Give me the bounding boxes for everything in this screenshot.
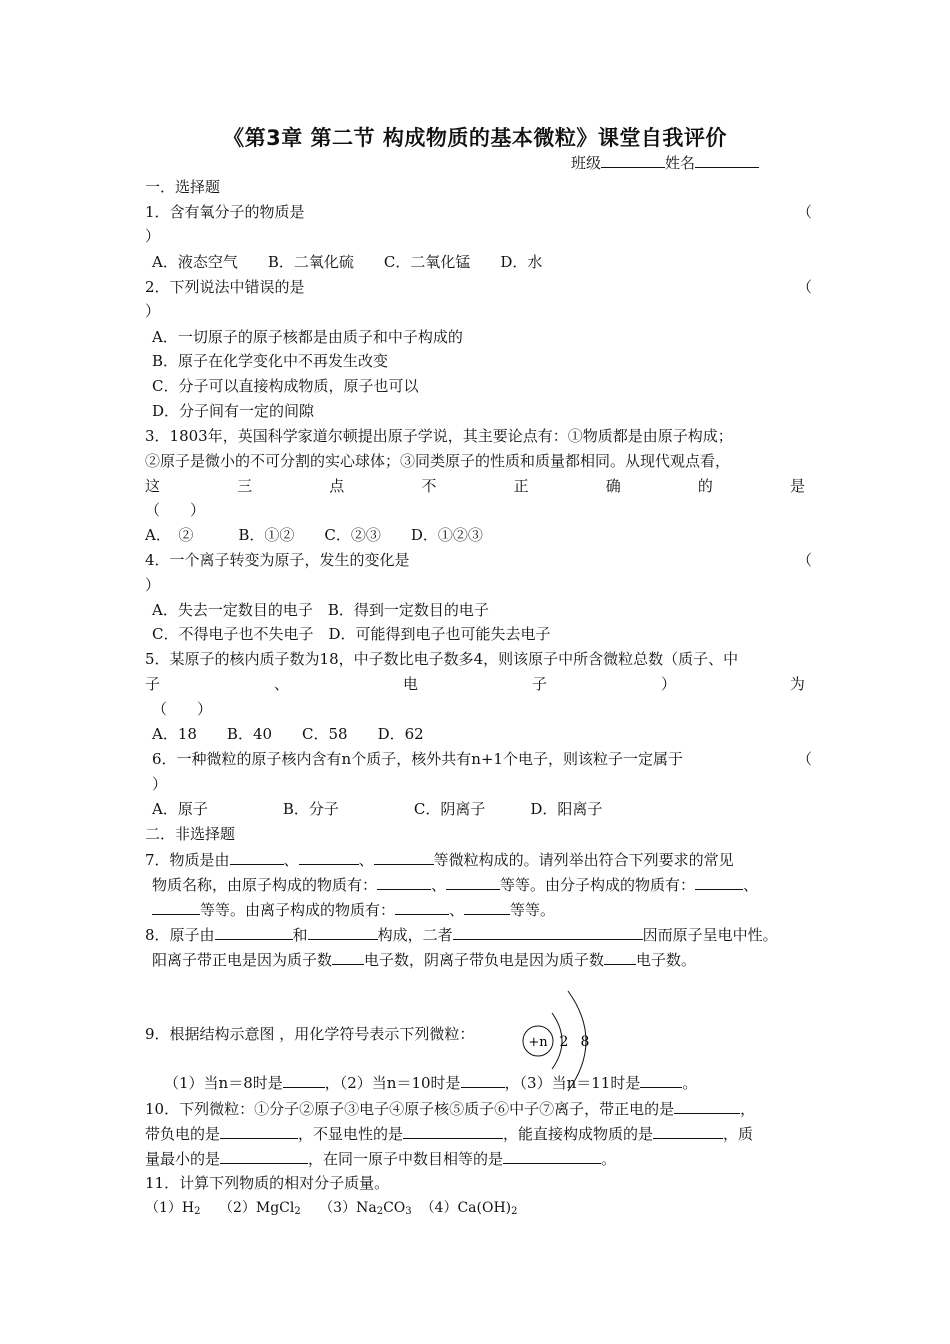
class-blank[interactable] xyxy=(601,152,665,168)
name-label: 姓名 xyxy=(665,154,696,172)
question-3-line-3 xyxy=(145,476,805,496)
answer-blank[interactable] xyxy=(604,949,636,965)
question-5-line-1: 5．某原子的核内质子数为18，中子数比电子数多4，则该原子中所含微粒总数（质子、中 xyxy=(145,650,739,668)
class-label: 班级 xyxy=(571,154,602,172)
question-9-text: 。 xyxy=(682,1074,698,1092)
question-8-line-2 xyxy=(152,949,822,970)
question-10-text: ，能直接构成物质的是 xyxy=(503,1125,654,1143)
answer-blank[interactable] xyxy=(453,924,643,940)
formula-text: （4）Ca(OH) xyxy=(420,1200,512,1216)
question-7-text: 等等。由离子构成的物质有： xyxy=(200,901,396,919)
question-8-text: 阳离子带正电是因为质子数 xyxy=(152,951,333,969)
question-9-text: ，（3）当n＝11时是 xyxy=(504,1074,641,1092)
question-2-option-c: C．分子可以直接构成物质，原子也可以 xyxy=(152,377,419,395)
answer-blank[interactable] xyxy=(283,1072,325,1088)
answer-blank[interactable] xyxy=(230,849,284,865)
answer-blank[interactable] xyxy=(640,1072,682,1088)
question-9-answers xyxy=(164,1072,834,1093)
question-11-items xyxy=(145,1198,815,1222)
question-7-text: 物质名称，由原子构成的物质有： xyxy=(152,876,378,894)
question-10-text: 量最小的是 xyxy=(145,1150,221,1168)
question-2-option-b: B．原子在化学变化中不再发生改变 xyxy=(152,352,389,370)
answer-blank[interactable] xyxy=(461,1072,505,1088)
question-3-char: 这 xyxy=(145,477,161,495)
question-1-stem: 1．含有氧分子的物质是 xyxy=(145,203,305,221)
question-2-paren-close: ） xyxy=(145,302,161,320)
question-4-stem: 4．一个离子转变为原子，发生的变化是 xyxy=(145,551,410,569)
question-5-char: 子 xyxy=(531,675,547,693)
answer-blank[interactable] xyxy=(503,1148,601,1164)
question-10-line-3 xyxy=(145,1148,815,1169)
question-2-option-d: D．分子间有一定的间隙 xyxy=(152,402,315,420)
answer-blank[interactable] xyxy=(446,874,500,890)
question-7-text: 、 xyxy=(449,901,465,919)
question-3-char: 是 xyxy=(789,477,805,495)
formula-subscript: 2 xyxy=(294,1206,301,1217)
formula-text: （1）H xyxy=(145,1200,195,1216)
question-11-stem: 11．计算下列物质的相对分子质量。 xyxy=(145,1174,390,1192)
formula-subscript: 2 xyxy=(194,1206,201,1217)
question-8-text: 和 xyxy=(292,926,308,944)
question-3-char: 确 xyxy=(605,477,621,495)
question-6-paren-open: （ xyxy=(797,750,813,768)
formula-h2 xyxy=(145,1200,201,1216)
page-title: 《第3章 第二节 构成物质的基本微粒》课堂自我评价 xyxy=(223,126,727,150)
question-7-text: 等等。 xyxy=(510,901,556,919)
question-7-line-2 xyxy=(152,874,832,895)
question-5-options: A．18 B．40 C．58 D．62 xyxy=(152,725,424,743)
question-6-paren-close: ） xyxy=(152,775,168,793)
question-7-line-1 xyxy=(145,849,825,870)
question-9-text: ，（2）当n＝10时是 xyxy=(324,1074,461,1092)
question-10-text: ，质 xyxy=(723,1125,754,1143)
formula-text: （3）Na xyxy=(319,1200,377,1216)
question-5-char: 、 xyxy=(273,675,289,693)
formula-na2co3 xyxy=(319,1200,411,1216)
question-7-text: 、 xyxy=(283,851,299,869)
answer-blank[interactable] xyxy=(308,924,378,940)
question-9-stem: 9．根据结构示意图 ，用化学符号表示下列微粒： xyxy=(145,1025,475,1043)
question-3-options: A． ② B．①② C．②③ D．①②③ xyxy=(145,526,483,544)
question-7-text: 、 xyxy=(358,851,374,869)
section-heading-nonchoice: 二．非选择题 xyxy=(145,825,236,843)
section-heading-choice: 一．选择题 xyxy=(145,178,221,196)
formula-text: （2）MgCl xyxy=(218,1200,295,1216)
question-10-text: ，在同一原子中数目相等的是 xyxy=(308,1150,504,1168)
answer-blank[interactable] xyxy=(674,1098,740,1114)
name-blank[interactable] xyxy=(695,152,759,168)
question-8-text: 8．原子由 xyxy=(145,926,215,944)
answer-blank[interactable] xyxy=(220,1148,308,1164)
answer-blank[interactable] xyxy=(374,849,434,865)
question-8-text: 构成，二者 xyxy=(377,926,453,944)
question-10-text: ， xyxy=(740,1100,756,1118)
formula-subscript: 2 xyxy=(376,1206,384,1217)
question-5-char: 子 xyxy=(145,675,161,693)
formula-text: CO xyxy=(383,1200,406,1216)
shell-1-electrons: 2 xyxy=(559,1034,569,1050)
question-7-text: 等等。由分子构成的物质有： xyxy=(500,876,696,894)
question-10-line-1 xyxy=(145,1098,825,1119)
question-2-option-a: A．一切原子的原子核都是由质子和中子构成的 xyxy=(152,328,463,346)
question-1-paren-close: ） xyxy=(145,227,161,245)
question-9-text: （1）当n＝8时是 xyxy=(164,1074,283,1092)
question-5-char: ） xyxy=(660,675,676,693)
question-10-text: 。 xyxy=(601,1150,617,1168)
answer-blank[interactable] xyxy=(695,874,743,890)
question-3-char: 点 xyxy=(329,477,345,495)
nucleus-charge: +n xyxy=(528,1035,548,1050)
formula-subscript: 2 xyxy=(511,1206,518,1217)
question-10-text: 10．下列微粒：①分子②原子③电子④原子核⑤质子⑥中子⑦离子，带正电的是 xyxy=(145,1100,675,1118)
question-1-options: A．液态空气 B．二氧化硫 C．二氧化锰 D．水 xyxy=(152,253,543,271)
question-8-text: 电子数。 xyxy=(636,951,697,969)
answer-blank[interactable] xyxy=(299,849,359,865)
question-4-options-cd: C．不得电子也不失电子 D．可能得到电子也可能失去电子 xyxy=(152,625,551,643)
answer-blank[interactable] xyxy=(403,1123,503,1139)
question-3-char: 的 xyxy=(697,477,713,495)
answer-blank[interactable] xyxy=(152,899,200,915)
question-7-text: 7．物质是由 xyxy=(145,851,230,869)
formula-mgcl2 xyxy=(219,1200,301,1216)
question-10-text: ，不显电性的是 xyxy=(298,1125,404,1143)
question-5-char: 为 xyxy=(789,675,805,693)
question-1-paren-open: （ xyxy=(797,203,813,221)
question-4-options-ab: A．失去一定数目的电子 B．得到一定数目的电子 xyxy=(152,601,489,619)
question-6-stem: 6．一种微粒的原子核内含有n个质子，核外共有n+1个电子，则该粒子一定属于 xyxy=(152,750,683,768)
answer-blank[interactable] xyxy=(332,949,364,965)
question-3-line-2: ②原子是微小的不可分割的实心球体；③同类原子的性质和质量都相同。从现代观点看， xyxy=(145,452,731,470)
answer-blank[interactable] xyxy=(377,874,431,890)
question-8-text: 电子数，阴离子带负电是因为质子数 xyxy=(364,951,605,969)
shell-2-electrons: 8 xyxy=(580,1034,590,1050)
question-4-paren-close: ） xyxy=(145,576,161,594)
answer-blank[interactable] xyxy=(653,1123,723,1139)
question-7-text: 、 xyxy=(743,876,759,894)
question-3-line-1: 3．1803年，英国科学家道尔顿提出原子学说，其主要论点有：①物质都是由原子构成； xyxy=(145,427,733,445)
question-5-char: 电 xyxy=(402,675,418,693)
question-2-paren-open: （ xyxy=(797,278,813,296)
answer-blank[interactable] xyxy=(395,899,449,915)
question-3-answer-paren: （ ） xyxy=(145,501,206,519)
question-7-line-3 xyxy=(152,899,822,920)
class-name-header xyxy=(571,152,759,173)
answer-blank[interactable] xyxy=(220,1123,298,1139)
question-8-text: 因而原子呈电中性。 xyxy=(642,926,778,944)
answer-blank[interactable] xyxy=(215,924,293,940)
answer-blank[interactable] xyxy=(464,899,510,915)
question-3-char: 正 xyxy=(513,477,529,495)
question-6-options: A．原子 B．分子 C．阴离子 D．阳离子 xyxy=(152,800,603,818)
question-4-paren-open: （ xyxy=(797,551,813,569)
question-10-text: 带负电的是 xyxy=(145,1125,221,1143)
question-3-char: 三 xyxy=(237,477,253,495)
question-5-answer-paren: （ ） xyxy=(152,700,213,718)
question-5-line-2 xyxy=(145,674,805,694)
formula-subscript: 3 xyxy=(405,1206,412,1217)
question-7-text: 、 xyxy=(431,876,447,894)
formula-caoh2 xyxy=(421,1200,518,1216)
question-7-text: 等微粒构成的。请列举出符合下列要求的常见 xyxy=(433,851,734,869)
question-2-stem: 2．下列说法中错误的是 xyxy=(145,278,305,296)
question-8-line-1 xyxy=(145,924,835,945)
question-3-char: 不 xyxy=(421,477,437,495)
question-10-line-2 xyxy=(145,1123,825,1144)
